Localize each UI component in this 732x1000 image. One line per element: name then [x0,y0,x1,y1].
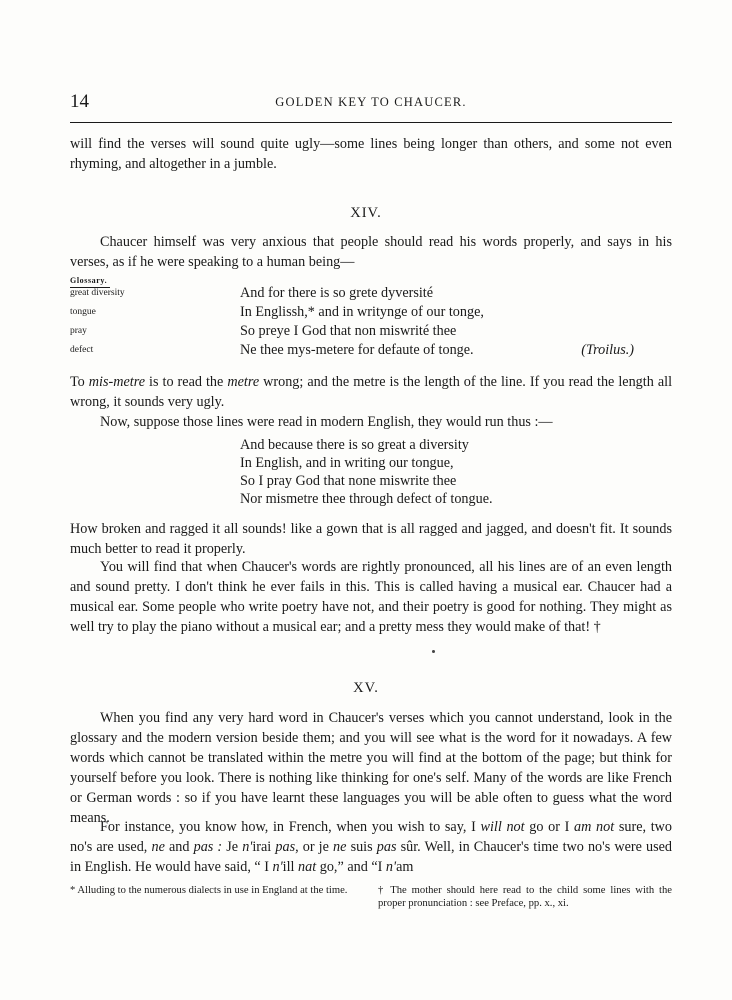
source-citation: (Troilus.) [581,342,634,358]
verse-row [70,323,672,341]
xv-paragraph-2: For instance, you know how, in French, when you wish to say, I will not go or I am not sure, two no's are used, ne and pas : Je n'irai pas, or je ne suis pas sûr. Well, in Chaucer's time two no's were used in English. He would have said, “ I n'ill nat go,” and “I n'am [70,819,673,875]
xiv-paragraph-2: To mis-metre is to read the metre wrong; and the metre is the length of the line. If you read the length all wrong, it sounds very ugly. [70,374,673,410]
intro-paragraph: will find the verses will sound quite ugly—some lines being longer than others, and some not even rhyming, and altogether in a jumble. [70,136,672,172]
footnote-star: * Alluding to the numerous dialects in use in England at the time. [70,885,348,896]
section-heading-xv: XV. [353,680,379,696]
page-number: 14 [70,91,89,112]
xiv-paragraph-3: Now, suppose those lines were read in modern English, they would run thus :— [100,414,553,430]
xiv-paragraph-4: How broken and ragged it all sounds! like a gown that is all ragged and jagged, and doesn't fit. It sounds much better to read it properly. [70,521,672,557]
section-heading-xiv: XIV. [350,205,382,221]
xiv-paragraph-5: You will find that when Chaucer's words are rightly pronounced, all his lines are of an even length and sound pretty. I don't think he ever fails in this. This is called having a musical ear. Chaucer had a musical ear. Some people who write poetry have not, and their poetry is good for nothing. They might as well try to play the piano without a musical ear; and a pretty mess they would make of that! † [70,559,672,635]
header-rule [70,122,672,123]
print-speck [432,650,435,653]
verse-line: Ne thee mys-metere for defaute of tonge. [240,342,474,358]
verse-row [70,304,672,322]
modern-verse-line: And because there is so great a diversity [240,437,469,453]
page-header [70,91,672,113]
running-title: GOLDEN KEY TO CHAUCER. [275,95,467,109]
modern-verse-line: So I pray God that none miswrite thee [240,473,457,489]
verse-line: So preye I God that non miswrité thee [240,323,457,339]
verse-row [70,285,672,303]
verse-line: In Englissh,* and in writynge of our tonge, [240,304,484,320]
xiv-paragraph-1: Chaucer himself was very anxious that people should read his words properly, and says in his verses, as if he were speaking to a human being— [70,234,672,270]
footnote-dagger: † The mother should here read to the child some lines with the proper pronunciation : see Preface, pp. x., xi. [378,885,672,909]
glossary-word: great diversity [70,288,125,298]
glossary-word: tongue [70,307,96,317]
glossary-word: pray [70,326,87,336]
glossary-title: Glossary. [70,276,110,288]
modern-verse-line: In English, and in writing our tongue, [240,455,454,471]
modern-verse-line: Nor mismetre thee through defect of tongue. [240,491,493,507]
glossary-word: defect [70,345,94,355]
verse-line: And for there is so grete dyversité [240,285,434,301]
verse-row [70,342,672,360]
xv-paragraph-1: When you find any very hard word in Chaucer's verses which you cannot understand, look in the glossary and the modern version beside them; and you will see what is the word for it nowadays. A few words which cannot be translated within the metre you will find at the bottom of the page; but think for yourself before you look. There is nothing like thinking for one's self. Many of the words are like French or German words : so if you have learnt these languages you will be able often to guess what the word means. [70,710,672,826]
